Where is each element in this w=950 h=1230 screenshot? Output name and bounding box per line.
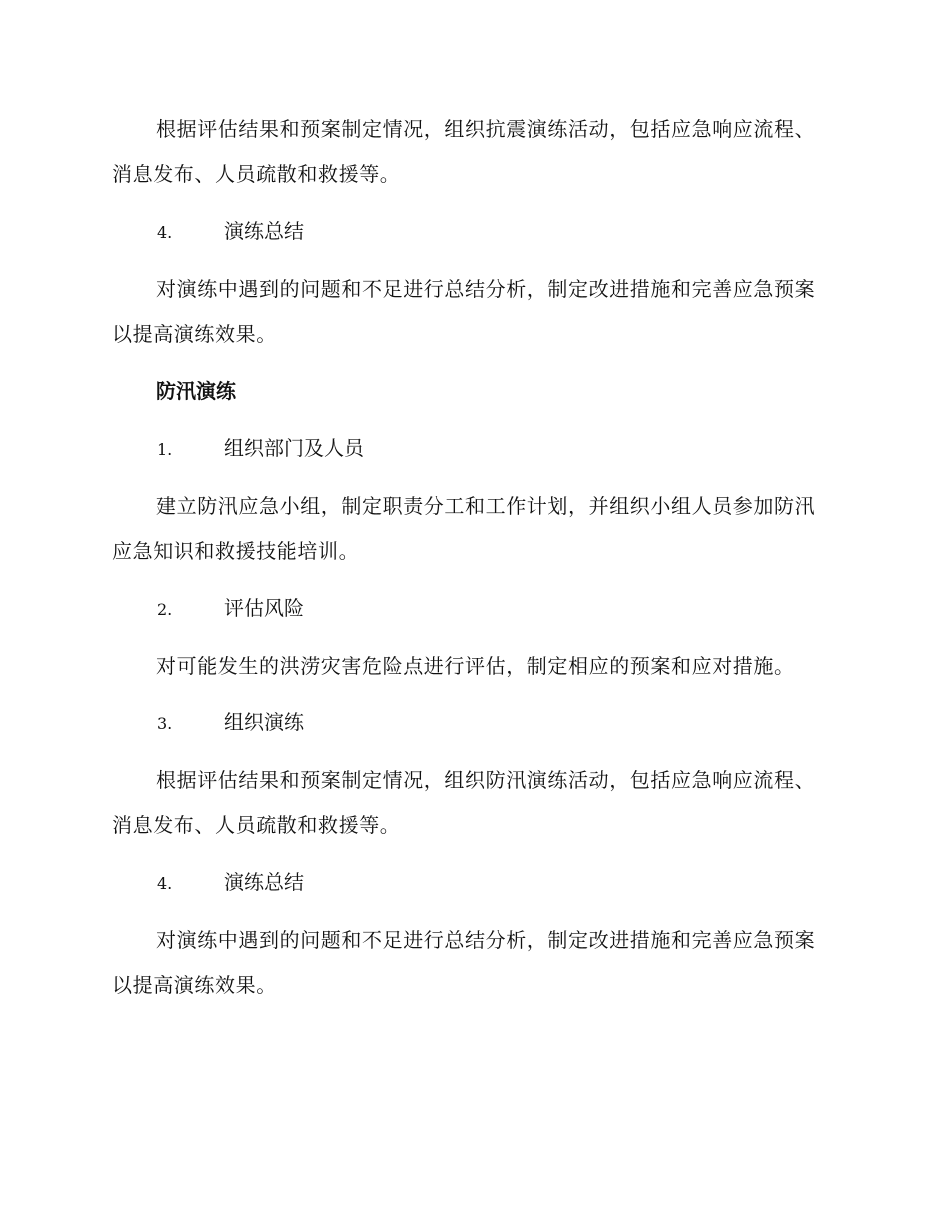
list-label: 演练总结 (224, 870, 304, 894)
list-number: 2. (157, 600, 173, 619)
list-label: 组织部门及人员 (224, 436, 364, 460)
list-number: 4. (157, 223, 173, 242)
list-number: 1. (157, 440, 173, 459)
list-number: 4. (157, 874, 173, 893)
paragraph-flood-team: 建立防汛应急小组，制定职责分工和工作计划，并组织小组人员参加防汛应急知识和救援技能培训。 (112, 494, 816, 563)
paragraph-flood-risk: 对可能发生的洪涝灾害危险点进行评估，制定相应的预案和应对措施。 (156, 654, 795, 678)
list-number: 3. (157, 714, 173, 733)
paragraph-flood-summary: 对演练中遇到的问题和不足进行总结分析，制定改进措施和完善应急预案以提高演练效果。 (112, 928, 816, 997)
section-heading-flood-drill: 防汛演练 (156, 379, 236, 403)
list-item-organize-drill (157, 707, 304, 737)
list-label: 组织演练 (224, 710, 304, 734)
list-item-earthquake-drill-summary (157, 216, 304, 246)
list-item-flood-drill-summary (157, 867, 304, 897)
list-label: 演练总结 (224, 219, 304, 243)
paragraph-flood-drill-activity: 根据评估结果和预案制定情况，组织防汛演练活动，包括应急响应流程、消息发布、人员疏散和救援等。 (112, 768, 816, 837)
paragraph-earthquake-drill-activity: 根据评估结果和预案制定情况，组织抗震演练活动，包括应急响应流程、消息发布、人员疏散和救援等。 (112, 117, 816, 186)
list-item-assess-risk (157, 593, 304, 623)
paragraph-earthquake-summary: 对演练中遇到的问题和不足进行总结分析，制定改进措施和完善应急预案以提高演练效果。 (112, 277, 816, 346)
list-label: 评估风险 (224, 596, 304, 620)
list-item-organize-staff (157, 433, 364, 463)
